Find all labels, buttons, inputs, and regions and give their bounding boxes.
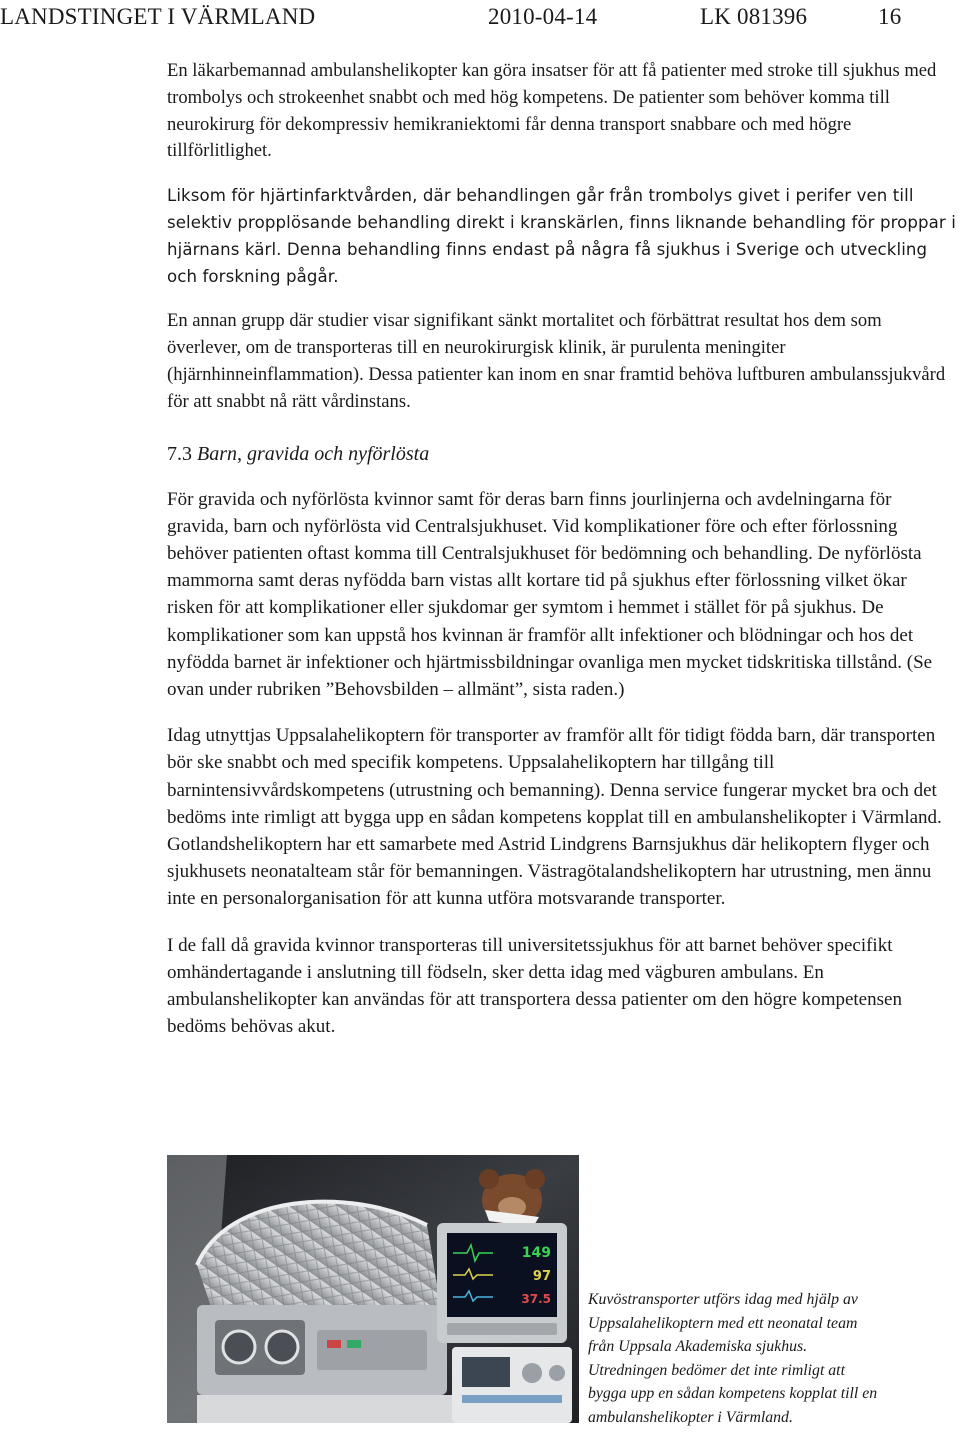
caption-line: Kuvöstransporter utförs idag med hjälp av (588, 1291, 858, 1308)
section-heading (167, 441, 957, 467)
paragraph-pregnant-women: För gravida och nyförlösta kvinnor samt för deras barn finns jourlinjerna och avdelningarna för gravida, barn och nyförlösta vid Centralsjukhuset. Vid komplikationer före och efter förlossning behöver patienten oftast komma till Centralsjukhuset för bedömning och behandling. De nyförlösta mammorna samt deras nyfödda barn vistas allt kortare tid på sjukhus efter förlossning vilket ökar risken för att komplikationer eller sjukdomar ger symtom i hemmet i stället för på sjukhus. De komplikationer som kan uppstå hos kvinnan är framför allt infektioner och blödningar och hos det nyfödda barnet är infektioner och hjärtmissbildningar ovanliga men mycket tidskritiska tillstånd. (Se ovan under rubriken ”Behovsbilden – allmänt”, sista raden.) (167, 488, 933, 700)
monitor-reading-temperature: 37.5 (521, 1292, 551, 1306)
header-organization: LANDSTINGET I VÄRMLAND (0, 4, 316, 29)
paragraph-uppsala-helicopter: Idag utnyttjas Uppsalahelikoptern för transporter av framför allt för tidigt födda barn, där transporten bör ske snabbt och med specifik kompetens. Uppsalahelikoptern har tillgång till barnintensivvårdskompetens (utrustning och bemanning). Denna service fungerar mycket bra och det bedöms inte rimligt att bygga upp en sådan kompetens kopplat till en ambulanshelikopter i Värmland. Gotlandshelikoptern har ett samarbete med Astrid Lindgrens Barnsjukhus där helikoptern flyger och sjukhusets neonatalteam står för bemanningen. Västragötalandshelikoptern har utrustning, men ännu inte en personalorganisation för att kunna utföra motsvarande transporter. (167, 725, 942, 910)
caption-line: Uppsalahelikoptern med ett neonatal team (588, 1314, 858, 1332)
photo-caption (588, 1288, 953, 1430)
paragraph-road-ambulance: I de fall då gravida kvinnor transporteras till universitetssjukhus för att barnet behöver specifikt omhändertagande i anslutning till födseln, sker detta idag med vägburen ambulans. En ambulanshelikopter kan användas för att transportera dessa patienter om den högre kompetensen bedöms behövas akut. (167, 934, 902, 1038)
section-title: Barn, gravida och nyförlösta (197, 442, 430, 465)
paragraph-stroke-transport: En läkarbemannad ambulanshelikopter kan göra insatser för att få patienter med stroke till sjukhus med trombolys och strokeenhet snabbt och med hög kompetens. De patienter som behöver komma till neurokirurg för dekompressiv hemikraniektomi får denna transport snabbare och med högre tillförlitlighet. (167, 60, 937, 162)
page-header (0, 4, 960, 32)
caption-line: ambulanshelikopter i Värmland. (588, 1408, 793, 1426)
caption-line: från Uppsala Akademiska sjukhus. (588, 1338, 808, 1356)
header-date: 2010-04-14 (488, 4, 598, 29)
monitor-reading-saturation: 97 (532, 1269, 551, 1284)
section-number: 7.3 (167, 442, 192, 465)
incubator-photo-illustration (167, 1155, 579, 1423)
document-body (167, 58, 957, 1040)
incubator-photo (167, 1155, 579, 1423)
header-page-number: 16 (878, 4, 902, 29)
caption-line: Utredningen bedömer det inte rimligt att (588, 1361, 845, 1379)
monitor-reading-heart-rate: 149 (521, 1245, 551, 1261)
paragraph-meningitis: En annan grupp där studier visar signifikant sänkt mortalitet och förbättrat resultat hos dem som överlever, om de transporteras till en neurokirurgisk klinik, är purulenta meningiter (hjärnhinneinflammation). Dessa patienter kan inom en snar framtid behöva luftburen ambulanssjukvård för att snabbt nå rätt vårdinstans. (167, 310, 946, 412)
header-reference: LK 081396 (700, 4, 808, 29)
caption-line: bygga upp en sådan kompetens kopplat till en (588, 1385, 878, 1403)
paragraph-thrombolysis: Liksom för hjärtinfarktvården, där behandlingen går från trombolys givet i perifer ven till selektiv propplösande behandling direkt i kranskärlen, finns liknande behandling för proppar i hjärnans kärl. Denna behandling finns endast på några få sjukhus i Sverige och utveckling och forskning pågår. (167, 186, 956, 286)
